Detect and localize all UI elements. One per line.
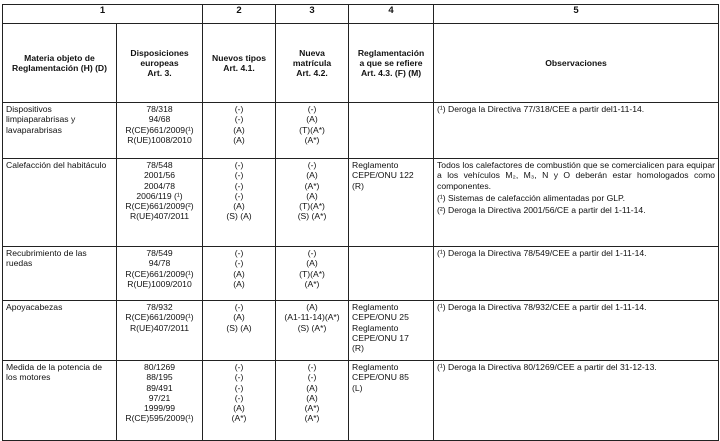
nueva-matricula-cell: [276, 361, 349, 441]
nuevos-tipos-cell: [203, 247, 276, 301]
disposiciones-line: R(CE)595/2009(¹): [125, 413, 194, 424]
nueva-matricula-line: (T)(A*): [299, 268, 325, 279]
nueva-matricula-line: (S) (A*): [297, 211, 327, 222]
disposiciones-line: R(UE)1009/2010: [127, 278, 192, 289]
nuevos-tipos-line: (A): [233, 403, 245, 414]
nueva-matricula-line: (A): [306, 392, 318, 403]
reglamentacion-line: CEPE/ONU 85: [352, 372, 409, 383]
observaciones-cell: [434, 361, 719, 441]
header-nueva-matricula-line-2: Art. 4.2.: [296, 68, 328, 79]
nueva-matricula-line: (A): [306, 190, 318, 201]
nuevos-tipos-line: (-): [234, 114, 244, 125]
table-row: [3, 361, 719, 441]
disposiciones-line: 89/491: [146, 382, 173, 393]
nuevos-tipos-line: (A): [233, 124, 245, 135]
disposiciones-line: R(CE)661/2009(¹): [125, 268, 194, 279]
disposiciones-line: 2004/78: [143, 180, 176, 191]
nueva-matricula-line: (-): [307, 248, 317, 258]
table-row: [3, 103, 719, 159]
disposiciones-cell: [117, 301, 203, 361]
header-nueva-matricula: [276, 24, 349, 103]
header-nuevos-tipos: [203, 24, 276, 103]
header-disposiciones-line-3: Art. 3.: [147, 68, 172, 79]
materia-text: Medida de la potencia de los motores: [6, 362, 103, 383]
nuevos-tipos-line: (-): [234, 392, 244, 403]
nueva-matricula-line: (-): [307, 160, 317, 170]
nueva-matricula-line: (-): [307, 372, 317, 383]
header-disposiciones: [117, 24, 203, 103]
reglamentacion-line: Reglamento: [352, 302, 399, 312]
header-disposiciones-line-1: Disposiciones: [130, 47, 189, 58]
disposiciones-line: 78/549: [146, 248, 173, 258]
header-materia-line-1: Materia objeto de: [24, 52, 95, 63]
header-disposiciones-line-2: europeas: [140, 57, 179, 68]
reglamentacion-line: CEPE/ONU 25: [352, 312, 409, 323]
disposiciones-line: 94/78: [148, 258, 171, 269]
nueva-matricula-line: (A): [306, 382, 318, 393]
disposiciones-line: 78/318: [146, 104, 173, 114]
header-row: [3, 24, 719, 103]
materia-cell: [3, 301, 117, 361]
observacion-text: (¹) Deroga la Directiva 78/549/CEE a partir del 1-11-14.: [437, 248, 647, 258]
materia-cell: [3, 159, 117, 247]
nuevos-tipos-cell: [203, 159, 276, 247]
reglamentacion-cell: [349, 103, 434, 159]
nueva-matricula-line: (A1-11-14)(A*): [284, 312, 340, 323]
disposiciones-cell: [117, 361, 203, 441]
nueva-matricula-line: (A): [306, 114, 318, 125]
disposiciones-line: R(CE)661/2009(¹): [125, 124, 194, 135]
disposiciones-line: 78/932: [146, 302, 173, 312]
disposiciones-line: 2001/56: [143, 170, 176, 181]
column-number-5: 5: [434, 5, 719, 24]
nueva-matricula-line: (A*): [304, 180, 320, 191]
column-number-2: 2: [203, 5, 276, 24]
materia-text: Recubrimiento de las ruedas: [6, 248, 87, 269]
column-number-1: 1: [3, 5, 203, 24]
nuevos-tipos-cell: [203, 361, 276, 441]
header-materia: [3, 24, 117, 103]
header-observaciones: [434, 24, 719, 103]
nueva-matricula-line: (A*): [304, 134, 320, 145]
nuevos-tipos-line: (S) (A): [226, 322, 252, 333]
column-number-row: [3, 5, 719, 24]
nuevos-tipos-cell: [203, 103, 276, 159]
observacion-text: (¹) Deroga la Directiva 80/1269/CEE a partir del 31-12-13.: [437, 362, 657, 372]
disposiciones-line: 94/68: [148, 114, 171, 125]
header-reglamentacion: [349, 24, 434, 103]
materia-text: Dispositivos limpiaparabrisas y lavaparabrisas: [6, 104, 76, 135]
disposiciones-line: R(UE)407/2011: [129, 211, 190, 222]
nueva-matricula-line: (T)(A*): [299, 201, 325, 212]
column-number-4: 4: [349, 5, 434, 24]
nueva-matricula-line: (-): [307, 104, 317, 114]
reglamentacion-line: CEPE/ONU 122: [352, 170, 414, 181]
header-nuevos-tipos-line-1: Nuevos tipos: [212, 52, 266, 63]
nuevos-tipos-line: (-): [234, 180, 244, 191]
nuevos-tipos-line: (-): [234, 382, 244, 393]
nuevos-tipos-line: (-): [234, 258, 244, 269]
column-number-3: 3: [276, 5, 349, 24]
header-nuevos-tipos-line-2: Art. 4.1.: [223, 63, 255, 73]
reglamentacion-line: Reglamento: [352, 322, 399, 333]
header-reglamentacion-line-1: Reglamentación: [357, 47, 425, 58]
disposiciones-line: 78/548: [146, 160, 173, 170]
nuevos-tipos-line: (-): [234, 104, 244, 114]
nueva-matricula-line: (S) (A*): [297, 322, 327, 333]
nuevos-tipos-line: (-): [234, 362, 244, 372]
materia-cell: [3, 247, 117, 301]
observacion-text: (¹) Sistemas de calefacción alimentadas por GLP.: [437, 192, 626, 203]
observaciones-cell: [434, 103, 719, 159]
reglamentacion-cell: [349, 247, 434, 301]
disposiciones-line: 1999/99: [143, 403, 176, 414]
nuevos-tipos-line: (A): [233, 201, 245, 212]
reglamentacion-line: (R): [352, 343, 364, 354]
materia-cell: [3, 361, 117, 441]
nuevos-tipos-line: (-): [234, 248, 244, 258]
nuevos-tipos-line: (-): [234, 160, 244, 170]
reglamentacion-line: Reglamento: [352, 160, 399, 170]
nuevos-tipos-line: (A): [233, 268, 245, 279]
nueva-matricula-line: (A): [306, 170, 318, 181]
disposiciones-line: R(CE)661/2009(¹): [125, 312, 194, 323]
disposiciones-line: R(UE)407/2011: [129, 322, 190, 333]
observacion-text: (¹) Deroga la Directiva 78/932/CEE a partir del 1-11-14.: [437, 302, 647, 312]
materia-text: Calefacción del habitáculo: [6, 160, 107, 170]
table-row: [3, 159, 719, 247]
nueva-matricula-line: (A*): [304, 413, 320, 424]
nuevos-tipos-cell: [203, 301, 276, 361]
disposiciones-line: 88/195: [146, 372, 173, 383]
reglamentacion-cell: [349, 301, 434, 361]
reglamentacion-line: (R): [352, 180, 364, 191]
nueva-matricula-cell: [276, 247, 349, 301]
materia-cell: [3, 103, 117, 159]
nueva-matricula-line: (T)(A*): [299, 124, 325, 135]
observacion-text: Todos los calefactores de combustión que se comercialicen para equipar a los vehículos M₂, M₃, N y O deberán estar homologados como componentes.: [437, 160, 716, 191]
observacion-text: (¹) Deroga la Directiva 77/318/CEE a partir del1-11-14.: [437, 104, 645, 114]
disposiciones-cell: [117, 103, 203, 159]
nueva-matricula-cell: [276, 103, 349, 159]
regulation-table: [2, 4, 719, 441]
materia-text: Apoyacabezas: [6, 302, 63, 312]
nueva-matricula-line: (A): [306, 258, 318, 269]
disposiciones-line: R(CE)661/2009(²): [125, 201, 194, 212]
table-row: [3, 247, 719, 301]
reglamentacion-line: (L): [352, 382, 363, 393]
nuevos-tipos-line: (-): [234, 170, 244, 181]
header-nueva-matricula-line-1: Nueva matrícula: [292, 47, 332, 68]
nuevos-tipos-line: (A): [233, 278, 245, 289]
disposiciones-cell: [117, 159, 203, 247]
nuevos-tipos-line: (-): [234, 372, 244, 383]
reglamentacion-cell: [349, 361, 434, 441]
observacion-text: (²) Deroga la Directiva 2001/56/CE a partir del 1-11-14.: [437, 205, 646, 216]
nuevos-tipos-line: (A): [233, 312, 245, 323]
table-body: [3, 103, 719, 441]
nueva-matricula-line: (-): [307, 362, 317, 372]
reglamentacion-line: Reglamento: [352, 362, 399, 372]
observaciones-cell: [434, 301, 719, 361]
nueva-matricula-line: (A*): [304, 403, 320, 414]
disposiciones-line: 80/1269: [143, 362, 176, 372]
header-observaciones-line-1: Observaciones: [545, 57, 607, 68]
nuevos-tipos-line: (A): [233, 134, 245, 145]
observaciones-cell: [434, 247, 719, 301]
header-materia-line-2: Reglamentación (H) (D): [11, 63, 107, 73]
nueva-matricula-line: (A*): [304, 278, 320, 289]
nuevos-tipos-line: (A*): [231, 413, 247, 424]
reglamentacion-line: CEPE/ONU 17: [352, 332, 409, 343]
disposiciones-line: R(UE)1008/2010: [127, 134, 192, 145]
nuevos-tipos-line: (-): [234, 302, 244, 312]
observaciones-cell: [434, 159, 719, 247]
nueva-matricula-line: (A): [306, 302, 318, 312]
nuevos-tipos-line: (S) (A): [226, 211, 252, 222]
nueva-matricula-cell: [276, 159, 349, 247]
table-row: [3, 301, 719, 361]
nuevos-tipos-line: (-): [234, 190, 244, 201]
nueva-matricula-cell: [276, 301, 349, 361]
header-reglamentacion-line-3: Art. 4.3. (F) (M): [360, 68, 422, 79]
reglamentacion-cell: [349, 159, 434, 247]
header-reglamentacion-line-2: a que se refiere: [359, 57, 423, 68]
disposiciones-cell: [117, 247, 203, 301]
disposiciones-line: 97/21: [148, 392, 171, 403]
disposiciones-line: 2006/119 (¹): [136, 190, 183, 201]
